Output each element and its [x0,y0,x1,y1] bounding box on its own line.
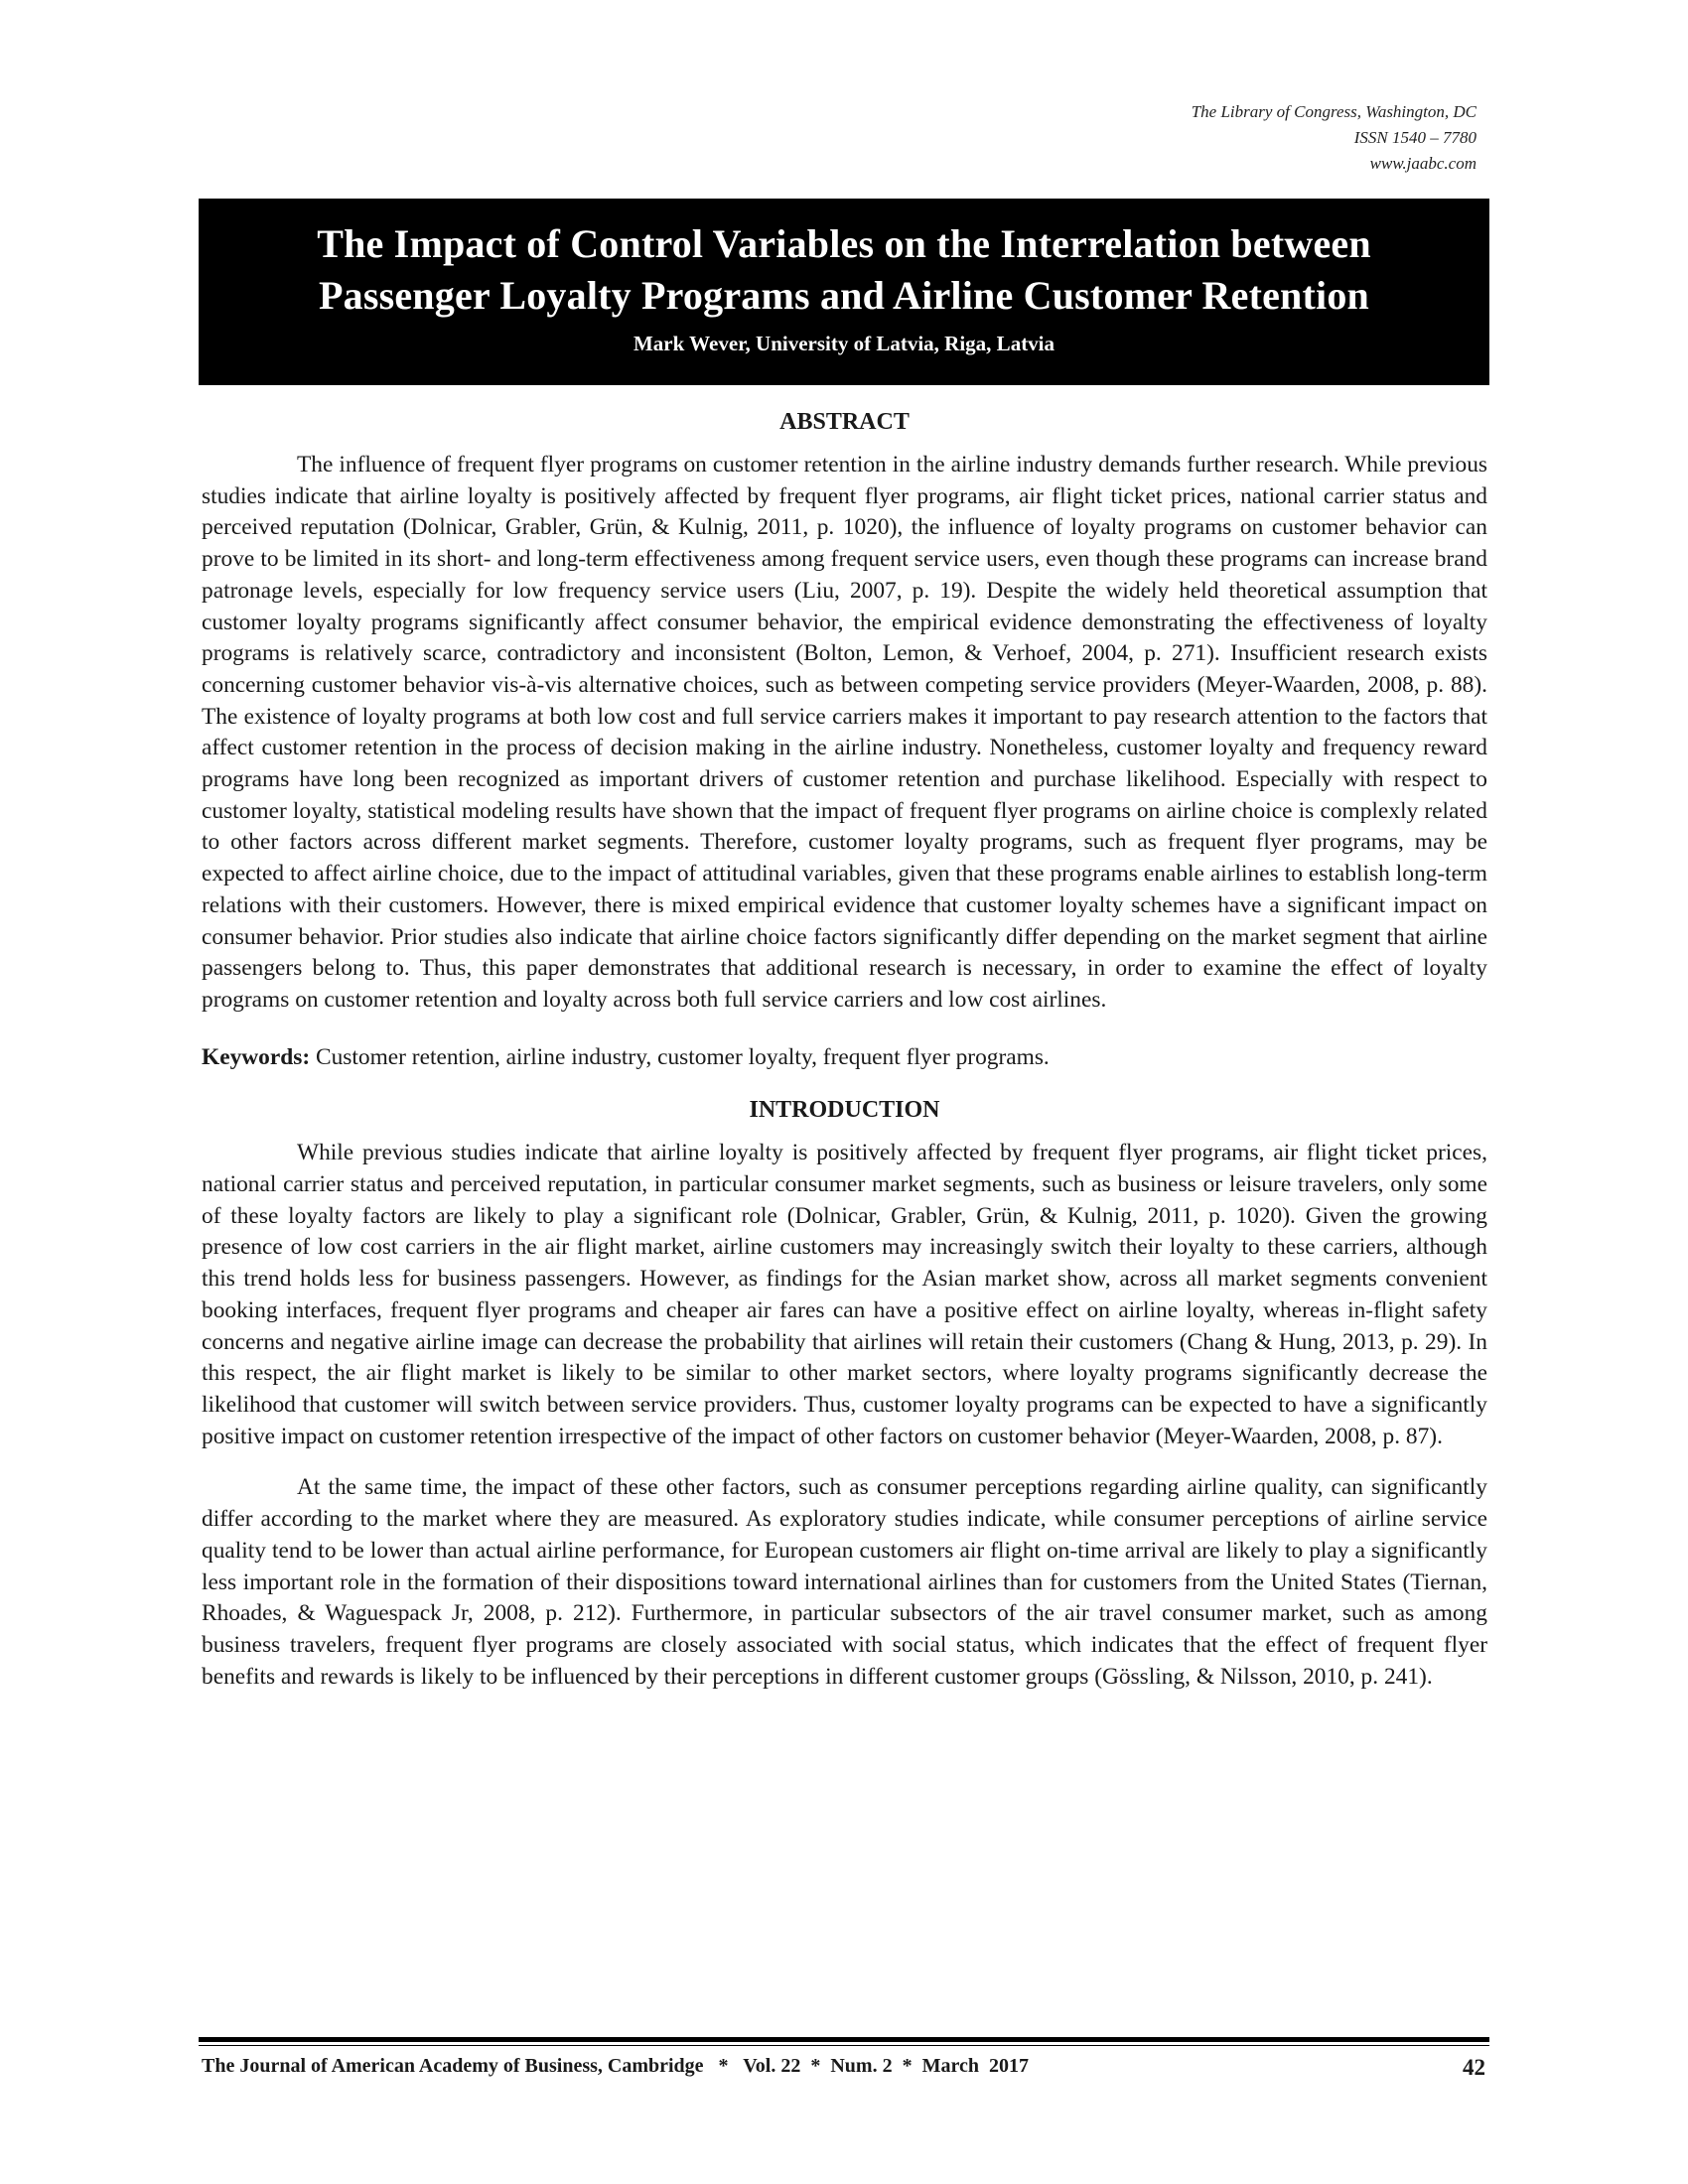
article-body [202,409,1487,1693]
title-banner [199,199,1489,385]
paper-title-line-2: Passenger Loyalty Programs and Airline Customer Retention [318,273,1369,318]
footer-rule-thick [199,2037,1489,2042]
footer-rule-thin [199,2045,1489,2046]
abstract-text: The influence of frequent flyer programs on customer retention in the airline industry demands further research. While previous studies indicate that airline loyalty is positively affected by frequent flyer programs, air flight ticket prices, national carrier status and perceived reputation (Dolnicar, Grabler, Grün, & Kulnig, 2011, p. 1020), the influence of loyalty programs on customer behavior can prove to be limited in its short- and long-term effectiveness among frequent service users, even though these programs can increase brand patronage levels, especially for low frequency service users (Liu, 2007, p. 19). Despite the widely held theoretical assumption that customer loyalty programs significantly affect consumer behavior, the empirical evidence demonstrating the effectiveness of loyalty programs is relatively scarce, contradictory and inconsistent (Bolton, Lemon, & Verhoef, 2004, p. 271). Insufficient research exists concerning customer behavior vis-à-vis alternative choices, such as between competing service providers (Meyer-Waarden, 2008, p. 88). The existence of loyalty programs at both low cost and full service carriers makes it important to pay research attention to the factors that affect customer retention in the process of decision making in the airline industry. Nonetheless, customer loyalty and frequency reward programs have long been recognized as important drivers of customer retention and purchase likelihood. Especially with respect to customer loyalty, statistical modeling results have shown that the impact of frequent flyer programs on airline choice is complexly related to other factors across different market segments. Therefore, customer loyalty programs, such as frequent flyer programs, may be expected to affect airline choice, due to the impact of attitudinal variables, given that these programs enable airlines to establish long-term relations with their customers. However, there is mixed empirical evidence that customer loyalty schemes have a significant impact on consumer behavior. Prior studies also indicate that airline choice factors significantly differ depending on the market segment that airline passengers belong to. Thus, this paper demonstrates that additional research is necessary, in order to examine the effect of loyalty programs on customer retention and loyalty across both full service carriers and low cost airlines. [202,452,1487,1013]
issn-line: ISSN 1540 – 7780 [1353,128,1477,147]
keywords-text: Customer retention, airline industry, customer loyalty, frequent flyer programs. [310,1043,1050,1070]
page-number: 42 [1463,2055,1485,2080]
keywords [202,1042,1487,1074]
website-line: www.jaabc.com [1369,154,1477,173]
introduction-paragraph-2: At the same time, the impact of these other factors, such as consumer perceptions regarding airline quality, can significantly differ according to the market where they are measured. As exploratory studies indicate, while consumer perceptions of airline service quality tend to be lower than actual airline performance, for European customers air flight on-time arrival are likely to play a significantly less important role in the formation of their dispositions toward international airlines than for customers from the United States (Tiernan, Rhoades, & Waguespack Jr, 2008, p. 212). Furthermore, in particular subsectors of the air travel consumer market, such as among business travelers, frequent flyer programs are closely associated with social status, which indicates that the effect of frequent flyer benefits and rewards is likely to be influenced by their perceptions in different customer groups (Gössling, & Nilsson, 2010, p. 241). [202,1474,1487,1690]
abstract-heading: ABSTRACT [779,409,910,435]
journal-citation: The Journal of American Academy of Business, Cambridge * Vol. 22 * Num. 2 * March 2017 [202,2055,1029,2077]
introduction-heading: INTRODUCTION [749,1097,940,1124]
paper-title-line-1: The Impact of Control Variables on the Interrelation between [317,221,1371,266]
publisher-line: The Library of Congress, Washington, DC [1191,102,1477,121]
publication-info [1192,99,1477,177]
author-affiliation: Mark Wever, University of Latvia, Riga, Latvia [633,332,1055,355]
introduction-paragraph-1: While previous studies indicate that airline loyalty is positively affected by frequent flyer programs, air flight ticket prices, national carrier status and perceived reputation, in particular consumer market segments, such as business or leisure travelers, only some of these loyalty factors are likely to play a significant role (Dolnicar, Grabler, Grün, & Kulnig, 2011, p. 1020). Given the growing presence of low cost carriers in the air flight market, airline customers may increasingly switch their loyalty to these carriers, although this trend holds less for business passengers. However, as findings for the Asian market show, across all market segments convenient booking interfaces, frequent flyer programs and cheaper air fares can have a positive effect on airline loyalty, whereas in-flight safety concerns and negative airline image can decrease the probability that airlines will retain their customers (Chang & Hung, 2013, p. 29). In this respect, the air flight market is likely to be similar to other market sectors, where loyalty programs significantly decrease the likelihood that customer will switch between service providers. Thus, customer loyalty programs can be expected to have a significantly positive impact on customer retention irrespective of the impact of other factors on customer behavior (Meyer-Waarden, 2008, p. 87). [202,1140,1487,1449]
keywords-label: Keywords: [202,1043,311,1070]
